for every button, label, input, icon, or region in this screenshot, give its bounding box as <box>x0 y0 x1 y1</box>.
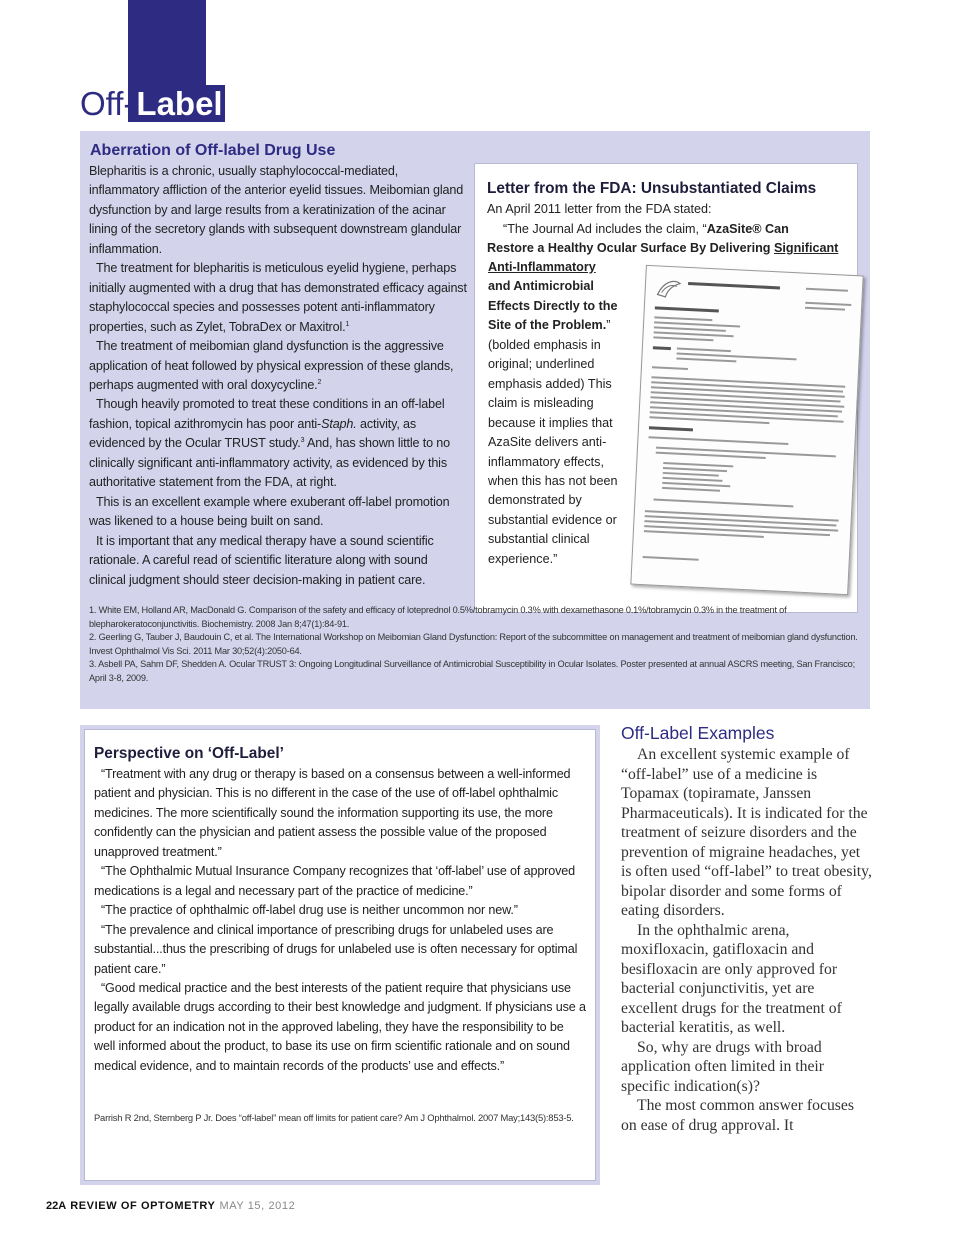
section-title-label: Label <box>136 85 223 122</box>
section-title-off: Off- <box>80 85 135 122</box>
fda-quote-text: ” (bolded emphasis in original; underlined emphasis added) This claim is misleading because it implies that AzaSite delivers anti-inflammatory effects, when this has not been demonstrated by substantial evidence or substantial clinical experience.” <box>488 318 618 566</box>
fda-quote-line <box>503 220 789 239</box>
aberration-paragraph <box>89 259 467 337</box>
fda-quote-column <box>488 258 628 569</box>
perspective-heading: Perspective on ‘Off-Label’ <box>94 745 284 762</box>
aberration-italic: Staph. <box>321 416 357 431</box>
perspective-paragraph: “Good medical practice and the best interests of the patient require that physicians use legally available drugs according to their best knowledge and judgment. If physicians use a product for an indication not in the approved labeling, they have the responsibility to be well informed about the product, to base its use on firm scientific rationale and on sound medical evidence, and to maintain records of the products’ use and effects.” <box>94 980 586 1073</box>
reference-item: 3. Asbell PA, Sahm DF, Shedden A. Ocular TRUST 3: Ongoing Longitudinal Surveillance of Antimicrobial Susceptibility in Ocular Isolates. Poster presented at annual ASCRS meeting, San Francisco; April 3-8, 2009. <box>89 659 855 683</box>
fda-quote-underline: Anti-Inflammatory <box>488 260 596 274</box>
footnote-ref: 3 <box>300 437 305 445</box>
page-footer <box>46 1199 295 1213</box>
fda-quote-bold: Restore a Healthy Ocular Surface By Delivering <box>487 241 774 255</box>
fda-intro-line: An April 2011 letter from the FDA stated: <box>487 202 712 216</box>
examples-heading: Off-Label Examples <box>621 723 775 743</box>
section-title <box>80 84 225 124</box>
fda-quote-bold: AzaSite® Can <box>706 221 789 236</box>
fda-quote-underline: Significant <box>773 241 839 255</box>
aberration-paragraph: It is important that any medical therapy have a sound scientific rationale. A careful read of scientific literature along with sound clinical judgment should steer decision-making in patient care. <box>89 533 434 587</box>
aberration-text-span: And, has shown little to no clinically significant anti-inflammatory activity, as evidenced by this authoritative statement from the FDA, at right. <box>89 436 450 490</box>
footnote-ref: 2 <box>317 378 322 386</box>
page-number: 22A <box>46 1200 67 1212</box>
aberration-text <box>89 162 467 590</box>
magazine-name: REVIEW OF OPTOMETRY <box>70 1200 216 1212</box>
reference-item: 2. Geerling G, Tauber J, Baudouin C, et al. The International Workshop on Meibomian Gland Dysfunction: Report of the subcommittee on management and treatment of meibomian gland dysfunction. Invest Ophthalmol Vis Sci. 2011 Mar 30;52(4):2050-64. <box>89 632 858 656</box>
aberration-paragraph <box>89 395 467 492</box>
issue-date: MAY 15, 2012 <box>219 1200 296 1212</box>
references <box>89 604 867 686</box>
examples-paragraph: In the ophthalmic arena, moxifloxacin, gatifloxacin and besifloxacin are only approved for bacterial conjunctivitis, yet are excellent drugs for the treatment of bacterial keratitis, as well. <box>621 921 842 1036</box>
examples-paragraph: The most common answer focuses on ease of drug approval. It <box>621 1097 854 1134</box>
aberration-paragraph <box>89 337 467 395</box>
examples-paragraph: So, why are drugs with broad application often limited in their specific indication(s)? <box>621 1038 825 1095</box>
aberration-text-span: The treatment for blepharitis is meticulous eyelid hygiene, perhaps initially augmented with a drug that has demonstrated efficacy against staphylococcal species and possesses potent anti-inflammatory properties, such as Zylet, TobraDex or Maxitrol. <box>89 261 467 334</box>
perspective-text <box>94 765 588 1076</box>
perspective-paragraph: “The Ophthalmic Mutual Insurance Company recognizes that ‘off-label’ use of approved medications is a legal and necessary part of the practice of medicine.” <box>94 864 575 898</box>
reference-item: 1. White EM, Holland AR, MacDonald G. Comparison of the safety and efficacy of loteprednol 0.5%/tobramycin 0.3% with dexamethasone 0.1%/tobramycin 0.3% in the treatment of blepharokeratoconjunctivitis. Biochemistry. 2008 Jan 8;47(1):84-91. <box>89 605 787 629</box>
aberration-text-span: The treatment of meibomian gland dysfunction is the aggressive application of heat followed by physical expression of these glands, perhaps augmented with oral doxycycline. <box>89 339 454 392</box>
perspective-paragraph: “Treatment with any drug or therapy is based on a consensus between a well-informed patient and physician. This is no different in the case of the use of off-label ophthalmic medicines. The more scientifically sound the information supporting its use, the more confidently can the physician and patient assess the possible value of the proposed unapproved treatment.” <box>94 767 571 859</box>
perspective-paragraph: “The prevalence and clinical importance of prescribing drugs for unlabeled uses are substantial...thus the prescribing of drugs for unlabeled use is often necessary for optimal patient care.” <box>94 922 578 976</box>
examples-paragraph: An excellent systemic example of “off-label” use of a medicine is Topamax (topiramate, Janssen Pharmaceuticals). It is indicated for the treatment of seizure disorders and the prevention of migraine headaches, yet is often used “off-label” to treat obesity, bipolar disorder and some forms of eating disorders. <box>621 746 872 919</box>
fda-letter-image <box>630 265 863 595</box>
aberration-paragraph: This is an excellent example where exuberant off-label promotion was likened to a house being built on sand. <box>89 494 450 529</box>
footnote-ref: 1 <box>345 320 350 328</box>
fda-quote-bold: and Antimicrobial Effects Directly to the Site of the Problem. <box>488 279 618 333</box>
aberration-heading: Aberration of Off-label Drug Use <box>90 142 336 159</box>
fda-quote-line <box>487 239 838 258</box>
fda-heading: Letter from the FDA: Unsubstantiated Claims <box>487 180 817 197</box>
perspective-citation: Parrish R 2nd, Sternberg P Jr. Does “off-label” mean off limits for patient care? Am J Ophthalmol. 2007 May;143(5):853-5. <box>94 1112 574 1123</box>
hhs-eagle-logo <box>655 276 682 299</box>
aberration-text-span: Though heavily promoted to treat these conditions in an off-label fashion, topical azithromycin has poor anti- <box>89 397 445 431</box>
examples-text <box>621 745 873 1135</box>
perspective-paragraph: “The practice of ophthalmic off-label drug use is neither uncommon nor new.” <box>101 903 518 918</box>
aberration-paragraph: Blepharitis is a chronic, usually staphylococcal-mediated, inflammatory affliction of the anterior eyelid tissues. Meibomian gland dysfunction by and large results from a keratinization of the acinar lining of the secretory glands with subsequent downstream glandular inflammation. <box>89 164 464 256</box>
aberration-text-span: activity, as evidenced by the Ocular TRUST study. <box>89 416 417 451</box>
fda-quote-text: “The Journal Ad includes the claim, “ <box>503 221 707 236</box>
